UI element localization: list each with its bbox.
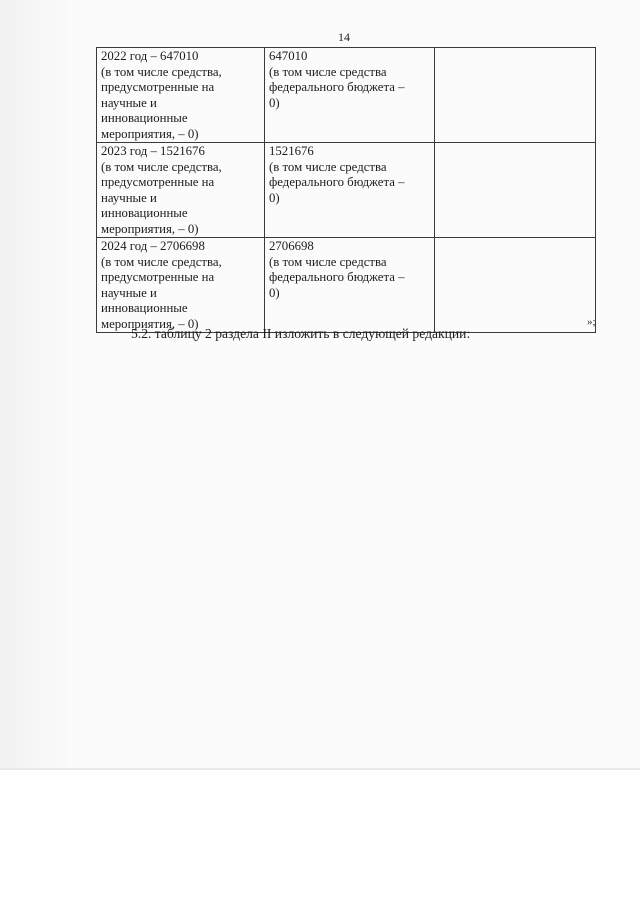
closing-quote-mark: »; xyxy=(587,316,596,328)
cell-text-line: научные и xyxy=(101,190,157,205)
table-cell-federal xyxy=(265,143,435,238)
cell-text-line: 647010 xyxy=(269,49,308,63)
cell-text-line: предусмотренные на xyxy=(101,80,215,94)
cell-text-line: (в том числе средства, xyxy=(101,254,222,269)
cell-text-line: федерального бюджета – xyxy=(269,175,405,189)
cell-text-line: инновационные xyxy=(101,111,188,125)
cell-text-line: 2022 год – 647010 xyxy=(101,49,199,63)
cell-text-line: мероприятия, – 0) xyxy=(101,221,199,236)
cell-text-line: инновационные xyxy=(101,206,188,220)
cell-text-line: федерального бюджета – xyxy=(269,270,405,284)
cell-text-line: (в том числе средства, xyxy=(101,64,222,79)
table-cell-year-total xyxy=(97,238,265,333)
cell-text-line: 2706698 xyxy=(269,239,314,253)
funding-table xyxy=(96,47,596,333)
cell-text-line: федерального бюджета – xyxy=(269,80,405,94)
table-row xyxy=(97,238,596,333)
table-cell-federal xyxy=(265,238,435,333)
table-row xyxy=(97,143,596,238)
table-cell-empty xyxy=(435,238,596,333)
table-row xyxy=(97,48,596,143)
cell-text-line: (в том числе средства xyxy=(269,254,387,269)
table-cell-year-total xyxy=(97,48,265,143)
cell-text-line: 2023 год – 1521676 xyxy=(101,144,205,158)
table-cell-empty xyxy=(435,143,596,238)
cell-text-line: научные и xyxy=(101,285,157,300)
cell-text-line: инновационные xyxy=(101,301,188,315)
cell-text-line: (в том числе средства xyxy=(269,159,387,174)
scan-bottom-edge xyxy=(0,768,640,770)
cell-text-line: мероприятия, – 0) xyxy=(101,126,199,141)
cell-text-line: предусмотренные на xyxy=(101,175,215,189)
cell-text-line: 0) xyxy=(269,95,280,110)
cell-text-line: 0) xyxy=(269,285,280,300)
table-cell-empty xyxy=(435,48,596,143)
cell-text-line: научные и xyxy=(101,95,157,110)
cell-text-line: 1521676 xyxy=(269,144,314,158)
cell-text-line: (в том числе средства xyxy=(269,64,387,79)
page-number: 14 xyxy=(338,30,350,44)
table-cell-federal xyxy=(265,48,435,143)
cell-text-line: мероприятия, – 0) xyxy=(101,316,199,331)
cell-text-line: предусмотренные на xyxy=(101,270,215,284)
cell-text-line: 2024 год – 2706698 xyxy=(101,239,205,253)
cell-text-line: (в том числе средства, xyxy=(101,159,222,174)
scan-shadow-band xyxy=(0,0,68,770)
amendment-paragraph: 5.2. таблицу 2 раздела II изложить в следующей редакции: xyxy=(131,326,471,341)
table-cell-year-total xyxy=(97,143,265,238)
cell-text-line: 0) xyxy=(269,190,280,205)
